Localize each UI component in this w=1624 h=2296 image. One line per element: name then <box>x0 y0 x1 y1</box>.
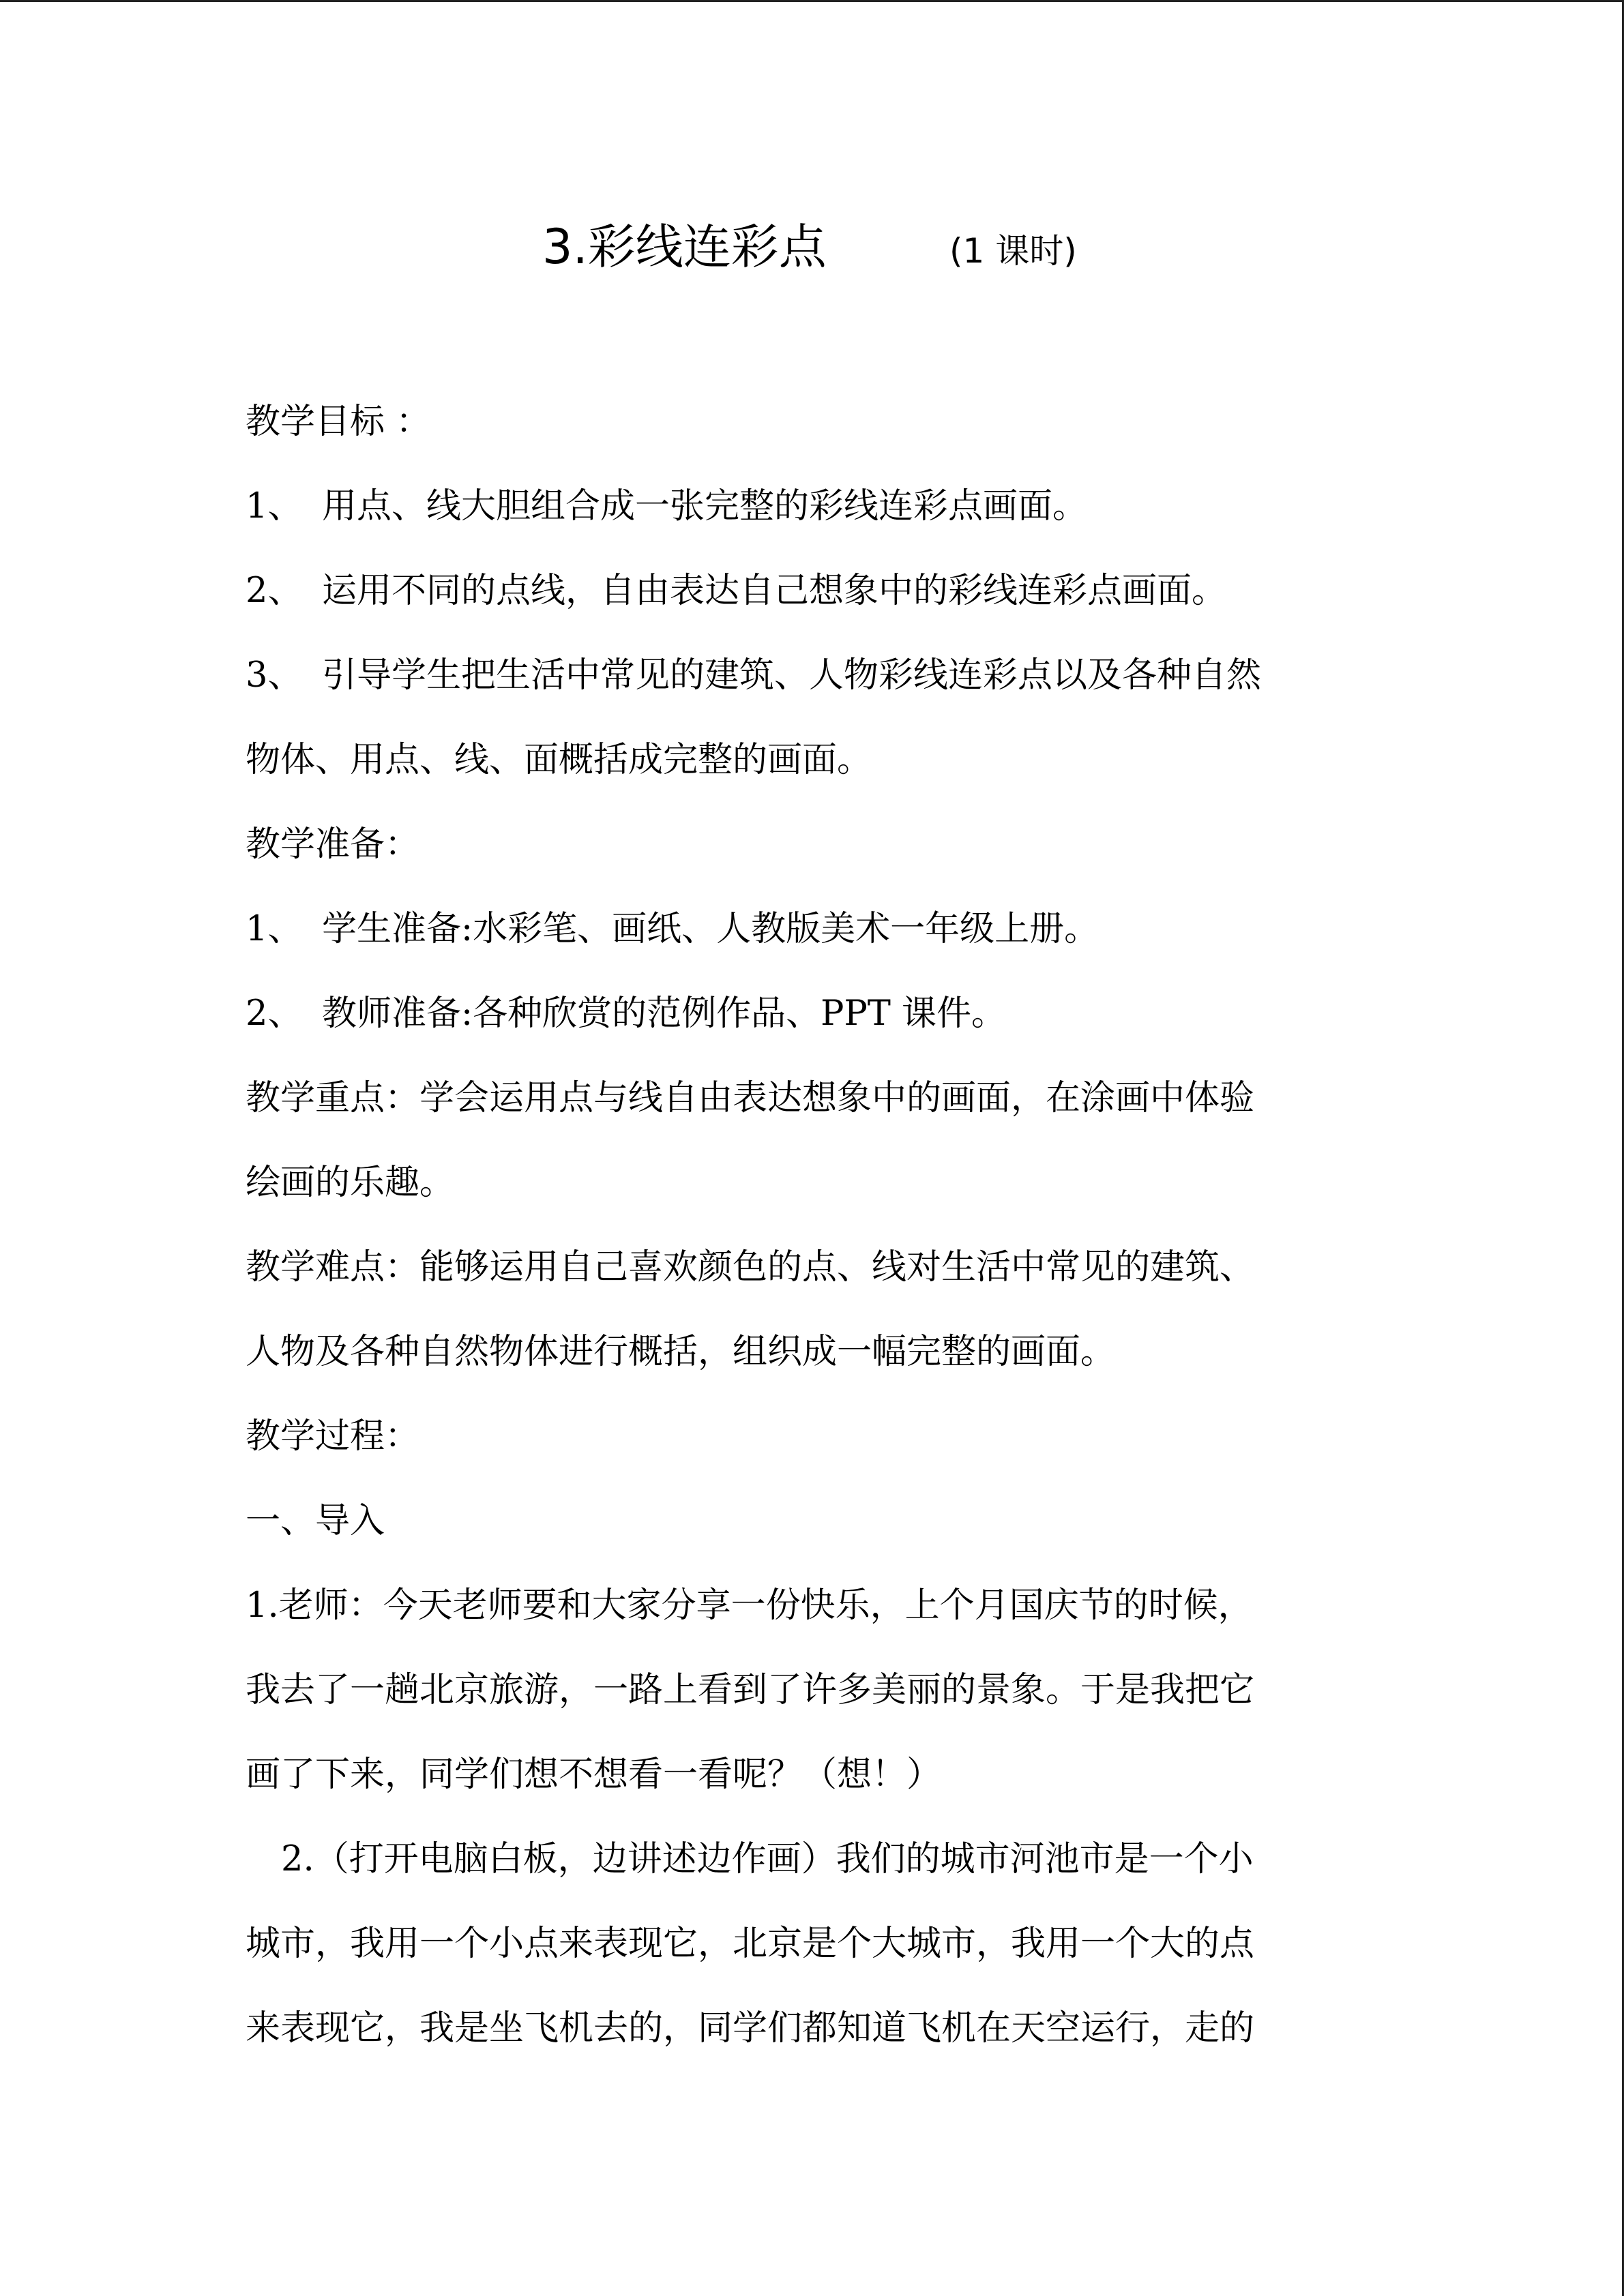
goal-item-text: 引导学生把生活中常见的建筑、人物彩线连彩点以及各种自然 <box>322 655 1262 696</box>
paragraph-2-line-3: 来表现它，我是坐飞机去的，同学们都知道飞机在天空运行，走的 <box>246 2008 1255 2048</box>
goal-item-1 <box>246 464 1357 549</box>
prep-item-1 <box>246 887 1357 972</box>
prep-item-number: 1、 <box>246 909 303 949</box>
page-title: 3.彩线连彩点 <box>542 219 827 275</box>
paragraph-1-line-1: 1.老师：今天老师要和大家分享一份快乐，上个月国庆节的时候， <box>246 1585 1253 1626</box>
prep-item-text: 学生准备:水彩笔、画纸、人教版美术一年级上册。 <box>322 909 1099 949</box>
goal-item-2 <box>246 549 1357 633</box>
goal-item-text: 用点、线大胆组合成一张完整的彩线连彩点画面。 <box>322 486 1088 526</box>
class-hours-label: (1 课时) <box>949 231 1077 271</box>
goal-item-number: 2、 <box>246 571 303 611</box>
prep-item-2 <box>246 972 1357 1056</box>
paragraph-2-line-1: 2.（打开电脑白板，边讲述边作画）我们的城市河池市是一个小 <box>281 1839 1254 1879</box>
key-point-line-2: 绘画的乐趣。 <box>246 1163 455 1203</box>
difficulty-line-2: 人物及各种自然物体进行概括，组织成一幅完整的画面。 <box>246 1332 1116 1372</box>
paragraph-2-line-2: 城市，我用一个小点来表现它，北京是个大城市，我用一个大的点 <box>246 1924 1255 1964</box>
goal-item-number: 1、 <box>246 486 303 526</box>
key-point-line-1: 教学重点：学会运用点与线自由表达想象中的画面，在涂画中体验 <box>246 1078 1255 1118</box>
section-intro-heading: 一、导入 <box>246 1501 385 1541</box>
title-row <box>0 203 1624 285</box>
prep-item-number: 2、 <box>246 994 303 1034</box>
process-heading: 教学过程： <box>246 1416 420 1457</box>
goal-item-number: 3、 <box>246 655 303 696</box>
goal-item-3-continued: 物体、用点、线、面概括成完整的画面。 <box>246 740 872 780</box>
paragraph-1-line-2: 我去了一趟北京旅游，一路上看到了许多美丽的景象。于是我把它 <box>246 1670 1255 1710</box>
document-body <box>246 380 1357 2071</box>
goal-item-text: 运用不同的点线，自由表达自己想象中的彩线连彩点画面。 <box>322 571 1227 611</box>
paragraph-1-line-3: 画了下来，同学们想不想看一看呢？（想！） <box>246 1755 942 1795</box>
goals-heading: 教学目标 ： <box>246 402 431 442</box>
prep-item-text: 教师准备:各种欣赏的范例作品、PPT 课件。 <box>322 994 1007 1034</box>
prep-heading: 教学准备： <box>246 824 420 865</box>
difficulty-line-1: 教学难点：能够运用自己喜欢颜色的点、线对生活中常见的建筑、 <box>246 1247 1255 1287</box>
goal-item-3 <box>246 633 1357 718</box>
